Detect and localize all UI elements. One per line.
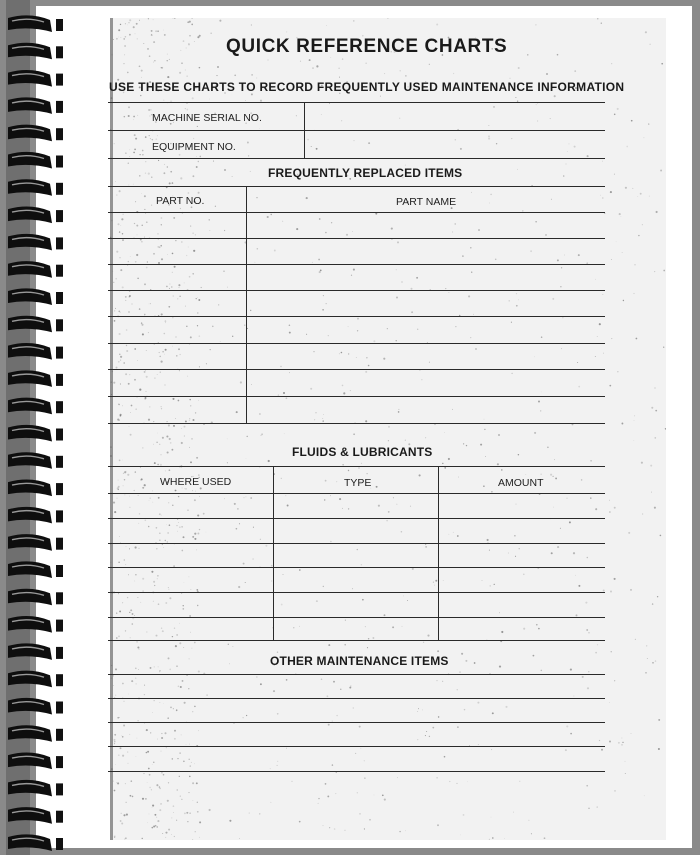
equipment-rule <box>108 158 605 159</box>
table-row-rule <box>108 722 605 723</box>
replaced-column-divider <box>246 186 247 424</box>
replaced-top-rule <box>108 186 605 187</box>
amount-column-header: AMOUNT <box>498 477 544 489</box>
table-row-rule <box>108 316 605 317</box>
table-row-rule <box>108 493 605 494</box>
table-row-rule <box>108 592 605 593</box>
table-row-rule <box>108 674 605 675</box>
table-row-rule <box>108 771 605 772</box>
part-no-column-header: PART NO. <box>156 195 205 207</box>
table-row-rule <box>108 543 605 544</box>
table-row-rule <box>108 396 605 397</box>
spiral-binding <box>0 0 74 855</box>
table-row-rule <box>108 746 605 747</box>
table-row-rule <box>108 343 605 344</box>
where-used-column-header: WHERE USED <box>160 476 232 488</box>
other-items-heading: OTHER MAINTENANCE ITEMS <box>270 654 449 668</box>
table-row-rule <box>108 567 605 568</box>
table-row-rule <box>108 640 605 641</box>
subtitle-rule <box>108 102 605 103</box>
fluids-heading: FLUIDS & LUBRICANTS <box>292 445 433 459</box>
page-title: QUICK REFERENCE CHARTS <box>226 36 508 57</box>
machine-serial-label: MACHINE SERIAL NO. <box>152 112 262 124</box>
table-row-rule <box>108 212 605 213</box>
replaced-items-heading: FREQUENTLY REPLACED ITEMS <box>268 166 463 180</box>
table-row-rule <box>108 423 605 424</box>
table-row-rule <box>108 238 605 239</box>
fluids-top-rule <box>108 466 605 467</box>
serial-rule <box>108 130 605 131</box>
table-row-rule <box>108 290 605 291</box>
table-row-rule <box>108 369 605 370</box>
table-row-rule <box>108 264 605 265</box>
machine-info-divider <box>304 102 305 158</box>
table-row-rule <box>108 698 605 699</box>
table-row-rule <box>108 518 605 519</box>
type-column-header: TYPE <box>344 477 372 489</box>
page-subtitle: USE THESE CHARTS TO RECORD FREQUENTLY USED MAINTENANCE INFORMATION <box>109 80 625 94</box>
part-name-column-header: PART NAME <box>396 196 457 208</box>
equipment-no-label: EQUIPMENT NO. <box>152 141 236 153</box>
table-row-rule <box>108 617 605 618</box>
